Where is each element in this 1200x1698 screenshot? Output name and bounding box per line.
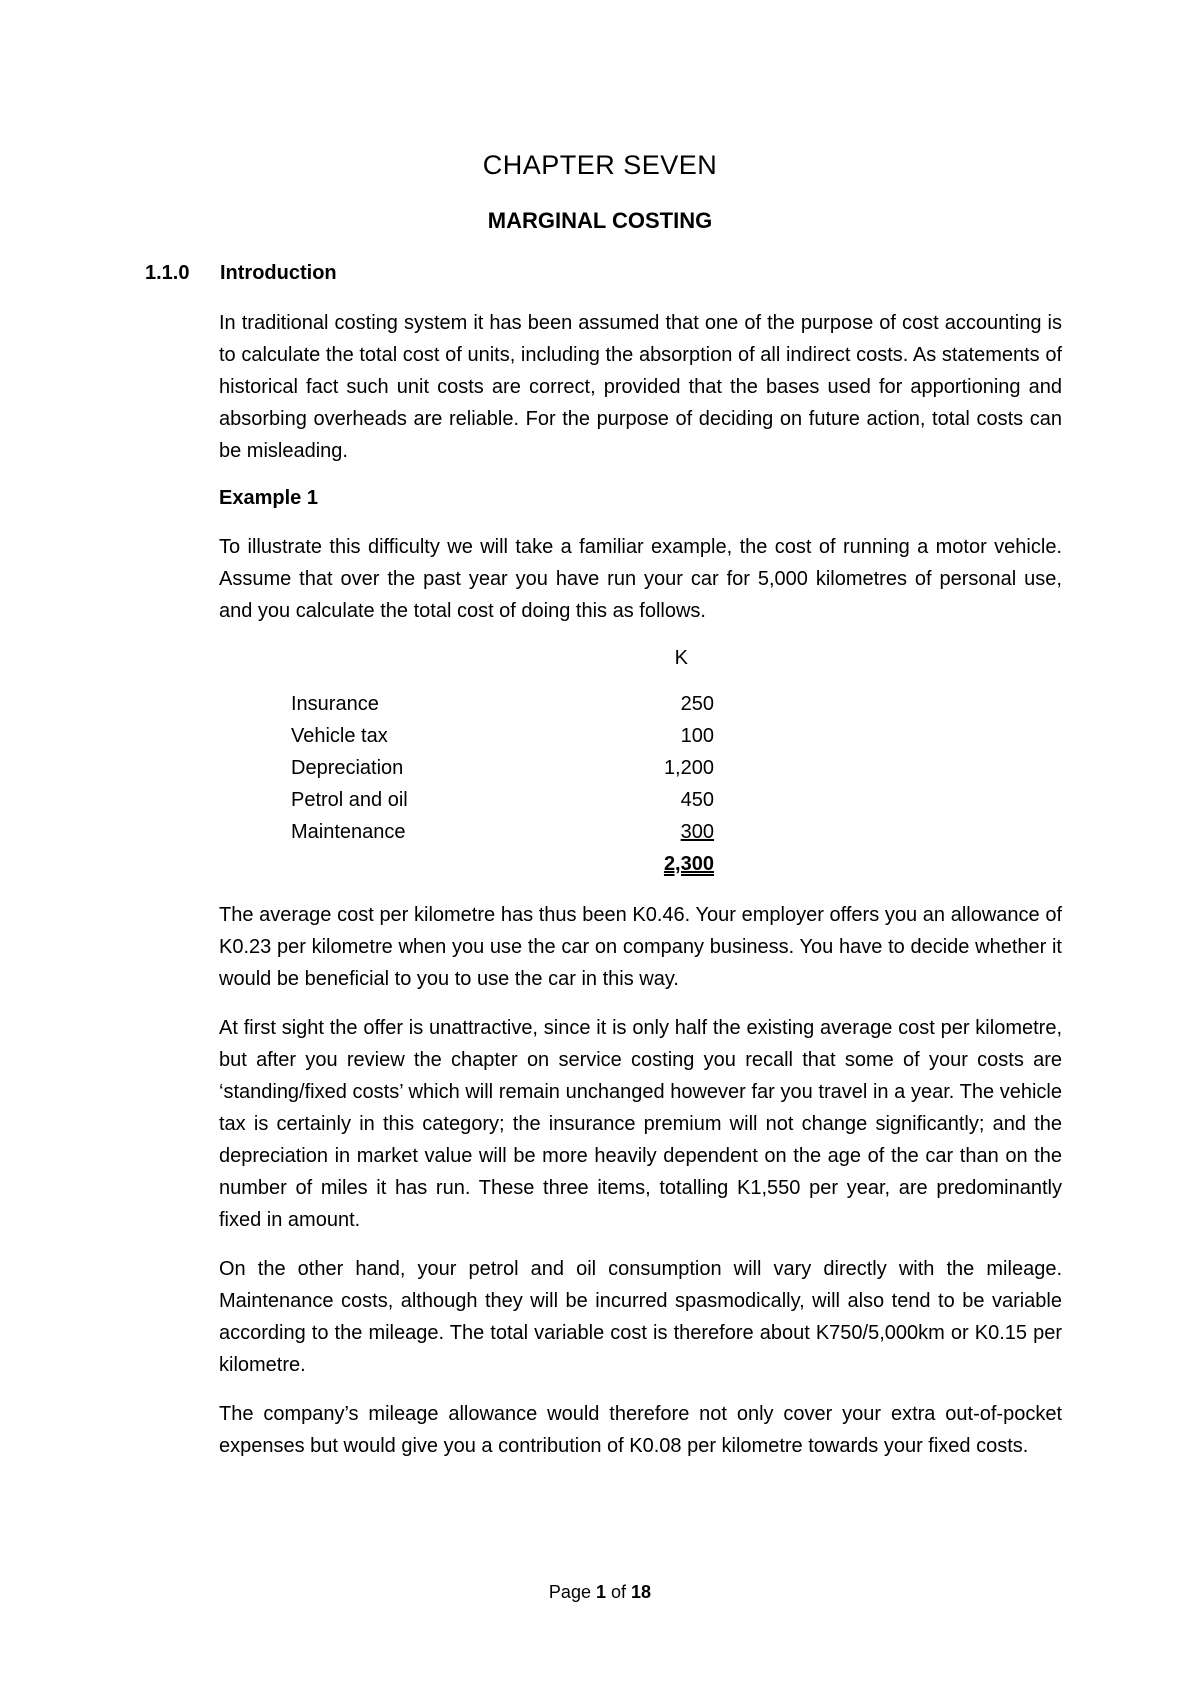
- cost-row: [291, 757, 714, 789]
- footer-page-prefix: Page: [548, 1582, 591, 1602]
- currency-label: K: [674, 647, 688, 669]
- intro-heading-number: 1.1.0: [145, 262, 190, 284]
- cost-row-amount: 250: [680, 693, 714, 715]
- intro-heading: [145, 262, 337, 285]
- example-label: Example 1: [219, 487, 318, 509]
- cost-row-amount: 450: [680, 789, 714, 811]
- cost-row: [291, 725, 714, 757]
- cost-row: [291, 789, 714, 821]
- cost-row-label: Vehicle tax: [291, 725, 388, 747]
- section-title: MARGINAL COSTING: [487, 208, 713, 233]
- footer-of: of: [611, 1582, 627, 1602]
- body-paragraph: The company’s mileage allowance would therefore not only cover your extra out-of-pocket expenses but would give you a contribution of K0.08 per kilometre towards your fixed costs.: [219, 1403, 1062, 1457]
- footer-total-pages: 18: [631, 1582, 652, 1602]
- chapter-title: CHAPTER SEVEN: [482, 150, 718, 180]
- body-paragraph: At first sight the offer is unattractive, since it is only half the existing average cost per kilometre, but after you review the chapter on service costing you recall that some of your costs are ‘standing/fixed costs’ which will remain unchanged however far you travel in a year. The vehicle tax is certainly in this category; the insurance premium will not change significantly; and the depreciation in market value will be more heavily dependent on the age of the car than on the number of miles it has run. These three items, totalling K1,550 per year, are predominantly fixed in amount.: [219, 1017, 1062, 1231]
- cost-row-label: Insurance: [291, 693, 379, 715]
- cost-row-amount: 100: [680, 725, 714, 747]
- intro-paragraph: In traditional costing system it has been assumed that one of the purpose of cost accounting is to calculate the total cost of units, including the absorption of all indirect costs. As statements of historical fact such unit costs are correct, provided that the bases used for apportioning and absorbing overheads are reliable. For the purpose of deciding on future action, total costs can be misleading.: [219, 312, 1062, 462]
- cost-row-label: Petrol and oil: [291, 789, 408, 811]
- cost-table-header: [291, 643, 714, 675]
- cost-row-label: Maintenance: [291, 821, 406, 843]
- example-paragraph: To illustrate this difficulty we will take a familiar example, the cost of running a motor vehicle. Assume that over the past year you have run your car for 5,000 kilometres of personal use, and you calculate the total cost of doing this as follows.: [219, 536, 1062, 622]
- body-paragraph: On the other hand, your petrol and oil consumption will vary directly with the mileage. Maintenance costs, although they will be incurred spasmodically, will also tend to be variable according to the mileage. The total variable cost is therefore about K750/5,000km or K0.15 per kilometre.: [219, 1258, 1062, 1376]
- cost-row: [291, 693, 714, 725]
- footer-current-page: 1: [595, 1582, 606, 1602]
- cost-row: [291, 821, 714, 853]
- page-footer: [0, 1582, 1200, 1603]
- cost-total-amount: 2,300: [663, 853, 714, 875]
- cost-total-row: [291, 853, 714, 885]
- intro-heading-title: Introduction: [220, 262, 337, 284]
- cost-row-label: Depreciation: [291, 757, 404, 779]
- cost-row-amount: 1,200: [663, 757, 714, 779]
- body-paragraph: The average cost per kilometre has thus been K0.46. Your employer offers you an allowance of K0.23 per kilometre when you use the car on company business. You have to decide whether it would be beneficial to you to use the car in this way.: [219, 904, 1062, 990]
- cost-row-amount: 300: [680, 821, 714, 843]
